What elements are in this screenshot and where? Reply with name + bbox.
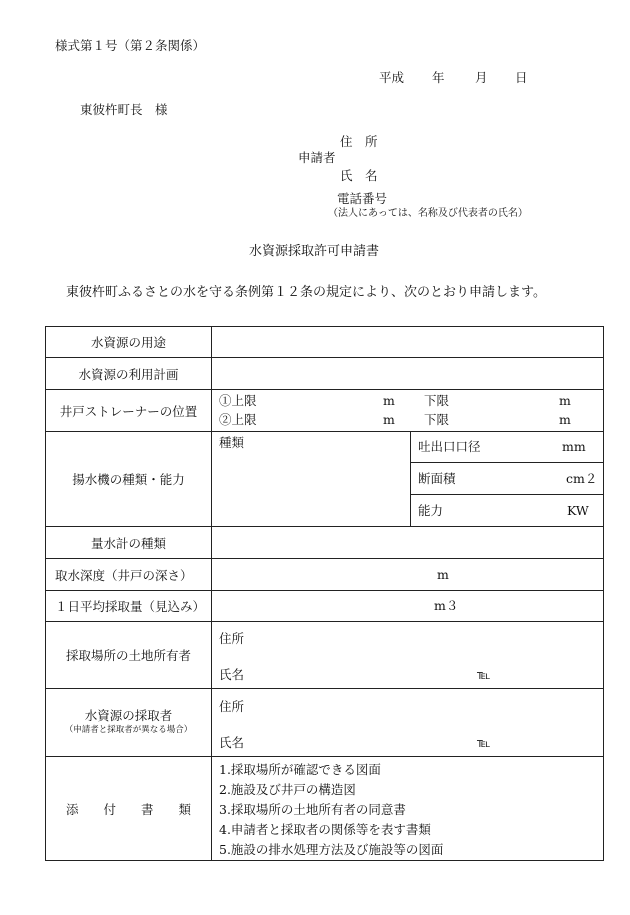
strainer-upper-1-unit: m	[383, 393, 395, 408]
pump-divider	[410, 432, 411, 527]
label-strainer: 井戸ストレーナーの位置	[46, 390, 212, 431]
application-table	[45, 326, 604, 861]
pump-hline-1	[410, 462, 603, 463]
collector-name: 氏名	[219, 735, 245, 750]
field-collector[interactable]	[212, 689, 603, 756]
strainer-lower-2-unit: m	[559, 412, 571, 427]
landowner-name: 氏名	[219, 667, 245, 682]
applicant-label: 申請者	[298, 150, 336, 165]
field-strainer[interactable]	[212, 390, 603, 431]
applicant-phone-label: 電話番号	[337, 191, 388, 206]
strainer-upper-2: ②上限	[219, 412, 257, 427]
attachment-item: 5.施設の排水処理方法及び施設等の図面	[219, 842, 444, 857]
date-day: 日	[515, 70, 528, 85]
row-usage-plan	[46, 358, 603, 390]
pump-area-unit: cm２	[566, 471, 598, 486]
intro-text: 東彼杵町ふるさとの水を守る条例第１２条の規定により、次のとおり申請します。	[66, 285, 546, 300]
label-meter: 量水計の種類	[46, 527, 212, 558]
row-depth	[46, 559, 603, 591]
label-attachments: 添 付 書 類	[46, 757, 212, 860]
label-depth: 取水深度（井戸の深さ）	[46, 559, 212, 590]
row-daily	[46, 591, 603, 622]
row-meter	[46, 527, 603, 559]
field-usage-plan[interactable]	[212, 358, 603, 389]
recipient: 東彼杵町長 様	[80, 102, 168, 117]
label-collector-cell	[46, 689, 212, 756]
pump-hline-2	[410, 494, 603, 495]
attachment-item: 4.申請者と採取者の関係等を表す書類	[219, 822, 431, 837]
field-depth[interactable]	[212, 559, 603, 590]
label-collector: 水資源の採取者	[84, 707, 173, 723]
pump-type-label: 種類	[219, 435, 245, 450]
date-month: 月	[475, 70, 488, 85]
applicant-note: （法人にあっては、名称及び代表者の氏名）	[328, 208, 528, 219]
label-collector-sub: （申請者と採取者が異なる場合）	[64, 725, 193, 736]
collector-tel: ℡	[477, 735, 491, 750]
label-landowner: 採取場所の土地所有者	[46, 622, 212, 688]
field-purpose[interactable]	[212, 327, 603, 357]
pump-area-label: 断面積	[418, 471, 456, 486]
pump-outlet-label: 吐出口口径	[418, 439, 481, 454]
field-landowner[interactable]	[212, 622, 603, 688]
field-daily[interactable]	[212, 591, 603, 621]
row-attachments	[46, 757, 603, 860]
row-collector	[46, 689, 603, 757]
strainer-upper-1: ①上限	[219, 393, 257, 408]
label-usage-plan: 水資源の利用計画	[46, 358, 212, 389]
field-pump	[212, 432, 603, 526]
strainer-upper-2-unit: m	[383, 412, 395, 427]
label-pump: 揚水機の種類・能力	[46, 432, 212, 526]
row-landowner	[46, 622, 603, 689]
pump-outlet-unit: mm	[562, 439, 586, 454]
strainer-lower-1-unit: m	[559, 393, 571, 408]
form-number: 様式第１号（第２条関係）	[55, 38, 206, 53]
attachment-item: 2.施設及び井戸の構造図	[219, 782, 356, 797]
date-era: 平成	[379, 70, 405, 85]
attachment-item: 3.採取場所の土地所有者の同意書	[219, 802, 406, 817]
daily-unit: m３	[434, 598, 459, 613]
label-purpose: 水資源の用途	[46, 327, 212, 357]
row-purpose	[46, 327, 603, 358]
applicant-address-label: 住 所	[340, 134, 378, 149]
landowner-address: 住所	[219, 631, 245, 646]
pump-capacity-label: 能力	[418, 503, 444, 518]
strainer-lower-1: 下限	[424, 393, 450, 408]
pump-capacity-unit: KW	[567, 503, 589, 518]
applicant-name-label: 氏 名	[340, 168, 378, 183]
depth-unit: m	[437, 567, 449, 582]
strainer-lower-2: 下限	[424, 412, 450, 427]
date-year: 年	[432, 70, 445, 85]
attachments-list	[212, 757, 603, 860]
form-title: 水資源採取許可申請書	[249, 244, 380, 259]
row-strainer	[46, 390, 603, 432]
collector-address: 住所	[219, 699, 245, 714]
field-meter[interactable]	[212, 527, 603, 558]
landowner-tel: ℡	[477, 667, 491, 682]
attachment-item: 1.採取場所が確認できる図面	[219, 762, 381, 777]
row-pump	[46, 432, 603, 527]
label-daily: １日平均採取量（見込み）	[46, 591, 212, 621]
